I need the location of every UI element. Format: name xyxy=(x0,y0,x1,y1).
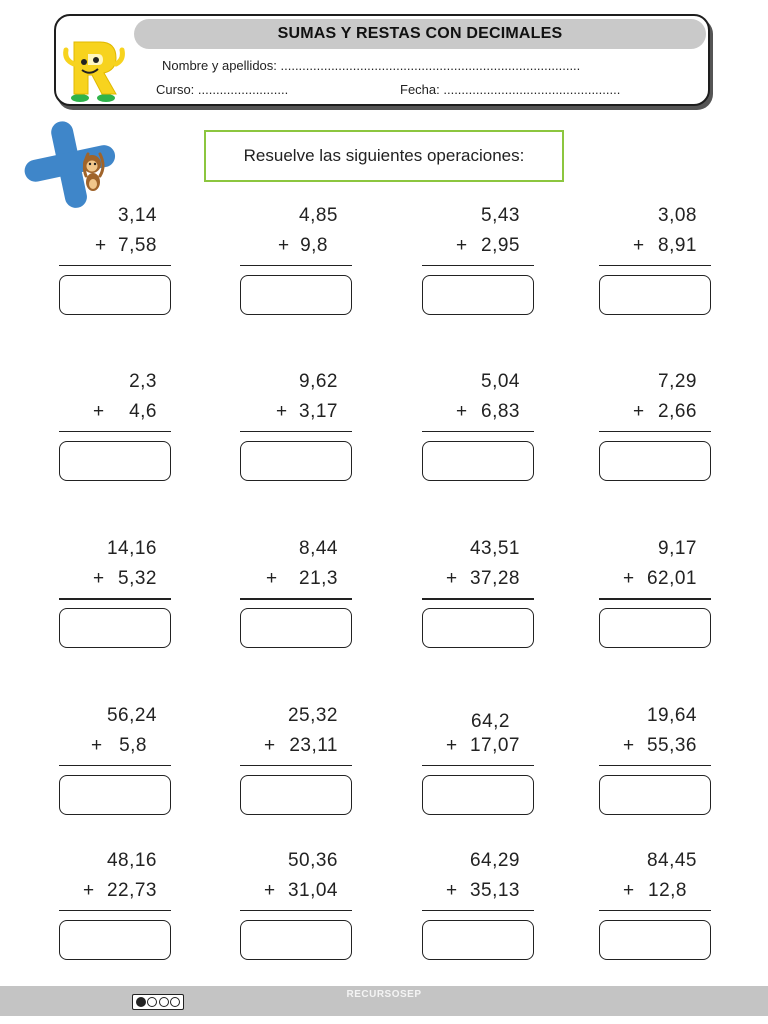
plus-operator: + xyxy=(83,880,95,901)
addend-bottom: 7,58 xyxy=(118,235,157,256)
addend-bottom: 55,36 xyxy=(646,735,697,756)
answer-box[interactable] xyxy=(240,775,352,815)
sum-rule xyxy=(422,910,534,911)
answer-box[interactable] xyxy=(599,775,711,815)
problem-8 xyxy=(599,371,711,481)
addend-top: 19,64 xyxy=(646,705,697,726)
problem-17 xyxy=(59,850,171,960)
addend-bottom: 35,13 xyxy=(469,880,520,901)
sum-rule xyxy=(240,910,352,911)
addend-bottom: 9,8 xyxy=(300,235,328,256)
letter-r-mascot-icon xyxy=(60,34,126,104)
addend-top: 3,14 xyxy=(118,205,157,226)
problem-10 xyxy=(240,538,352,648)
problem-18 xyxy=(240,850,352,960)
plus-operator: + xyxy=(623,880,635,901)
plus-operator: + xyxy=(266,568,278,589)
addend-top: 3,08 xyxy=(658,205,697,226)
addend-top: 56,24 xyxy=(106,705,157,726)
addend-top: 14,16 xyxy=(106,538,157,559)
addend-bottom: 2,66 xyxy=(658,401,697,422)
addend-bottom: 37,28 xyxy=(469,568,520,589)
addend-top: 43,51 xyxy=(469,538,520,559)
plus-operator: + xyxy=(276,401,288,422)
answer-box[interactable] xyxy=(240,275,352,315)
problem-11 xyxy=(422,538,534,648)
addend-bottom: 12,8 xyxy=(648,880,687,901)
plus-operator: + xyxy=(623,568,635,589)
answer-box[interactable] xyxy=(422,275,534,315)
instruction-box: Resuelve las siguientes operaciones: xyxy=(204,130,564,182)
plus-operator: + xyxy=(278,235,290,256)
name-field[interactable]: Nombre y apellidos: ................................................................................... xyxy=(162,58,581,73)
sum-rule xyxy=(599,910,711,911)
answer-box[interactable] xyxy=(599,920,711,960)
problem-9 xyxy=(59,538,171,648)
plus-operator: + xyxy=(446,880,458,901)
problem-16 xyxy=(599,705,711,815)
answer-box[interactable] xyxy=(599,608,711,648)
addend-top: 64,2 xyxy=(471,711,510,732)
sum-rule xyxy=(422,265,534,266)
sum-rule xyxy=(422,431,534,432)
sum-rule xyxy=(240,598,352,600)
addend-bottom: 5,32 xyxy=(118,568,157,589)
addend-top: 64,29 xyxy=(469,850,520,871)
plus-sign-monkey-icon xyxy=(20,116,124,212)
answer-box[interactable] xyxy=(599,441,711,481)
sum-rule xyxy=(240,265,352,266)
addend-bottom: 21,3 xyxy=(299,568,338,589)
plus-operator: + xyxy=(264,880,276,901)
answer-box[interactable] xyxy=(240,441,352,481)
footer-brand: RECURSOSEP xyxy=(346,989,422,1000)
problem-2 xyxy=(240,205,352,315)
sum-rule xyxy=(599,431,711,432)
problem-1 xyxy=(59,205,171,315)
course-field[interactable]: Curso: ......................... xyxy=(156,82,289,97)
sum-rule xyxy=(240,431,352,432)
answer-box[interactable] xyxy=(422,920,534,960)
addend-bottom: 6,83 xyxy=(481,401,520,422)
plus-operator: + xyxy=(264,735,276,756)
problem-5 xyxy=(59,371,171,481)
addend-bottom: 8,91 xyxy=(658,235,697,256)
sum-rule xyxy=(59,265,171,266)
addend-top: 4,85 xyxy=(299,205,338,226)
plus-operator: + xyxy=(623,735,635,756)
problem-14 xyxy=(240,705,352,815)
plus-operator: + xyxy=(446,568,458,589)
answer-box[interactable] xyxy=(59,275,171,315)
addend-bottom: 31,04 xyxy=(287,880,338,901)
addend-bottom: 2,95 xyxy=(481,235,520,256)
addend-top: 9,62 xyxy=(299,371,338,392)
plus-operator: + xyxy=(446,735,458,756)
sum-rule xyxy=(422,598,534,600)
addend-top: 2,3 xyxy=(129,371,157,392)
sum-rule xyxy=(59,910,171,911)
addend-top: 50,36 xyxy=(287,850,338,871)
problem-20 xyxy=(599,850,711,960)
answer-box[interactable] xyxy=(59,775,171,815)
plus-operator: + xyxy=(95,235,107,256)
footer-bar xyxy=(0,986,768,1016)
plus-operator: + xyxy=(91,735,103,756)
problem-3 xyxy=(422,205,534,315)
addend-bottom: 5,8 xyxy=(119,735,147,756)
problem-19 xyxy=(422,850,534,960)
sum-rule xyxy=(240,765,352,766)
plus-operator: + xyxy=(633,401,645,422)
problem-15 xyxy=(422,705,534,815)
problem-12 xyxy=(599,538,711,648)
sum-rule xyxy=(422,765,534,766)
sum-rule xyxy=(59,431,171,432)
addend-bottom: 3,17 xyxy=(299,401,338,422)
answer-box[interactable] xyxy=(599,275,711,315)
addend-top: 25,32 xyxy=(287,705,338,726)
sum-rule xyxy=(599,598,711,600)
addend-bottom: 22,73 xyxy=(106,880,157,901)
addend-bottom: 4,6 xyxy=(129,401,157,422)
answer-box[interactable] xyxy=(59,920,171,960)
answer-box[interactable] xyxy=(240,608,352,648)
plus-operator: + xyxy=(456,401,468,422)
answer-box[interactable] xyxy=(59,608,171,648)
plus-operator: + xyxy=(633,235,645,256)
sum-rule xyxy=(59,598,171,600)
addend-bottom: 23,11 xyxy=(289,735,338,756)
worksheet-title: SUMAS Y RESTAS CON DECIMALES xyxy=(134,19,706,49)
answer-box[interactable] xyxy=(59,441,171,481)
sum-rule xyxy=(599,265,711,266)
answer-box[interactable] xyxy=(422,441,534,481)
addend-top: 5,43 xyxy=(481,205,520,226)
answer-box[interactable] xyxy=(422,608,534,648)
problem-6 xyxy=(240,371,352,481)
addend-top: 84,45 xyxy=(646,850,697,871)
addend-top: 48,16 xyxy=(106,850,157,871)
addend-top: 5,04 xyxy=(481,371,520,392)
plus-operator: + xyxy=(93,401,105,422)
addend-bottom: 17,07 xyxy=(469,735,520,756)
date-field[interactable]: Fecha: ................................................. xyxy=(400,82,621,97)
answer-box[interactable] xyxy=(422,775,534,815)
header-card xyxy=(54,14,710,106)
problem-7 xyxy=(422,371,534,481)
addend-top: 7,29 xyxy=(658,371,697,392)
sum-rule xyxy=(599,765,711,766)
problem-13 xyxy=(59,705,171,815)
problem-4 xyxy=(599,205,711,315)
sum-rule xyxy=(59,765,171,766)
addend-top: 9,17 xyxy=(658,538,697,559)
addend-bottom: 62,01 xyxy=(646,568,697,589)
answer-box[interactable] xyxy=(240,920,352,960)
plus-operator: + xyxy=(93,568,105,589)
addend-top: 8,44 xyxy=(299,538,338,559)
plus-operator: + xyxy=(456,235,468,256)
